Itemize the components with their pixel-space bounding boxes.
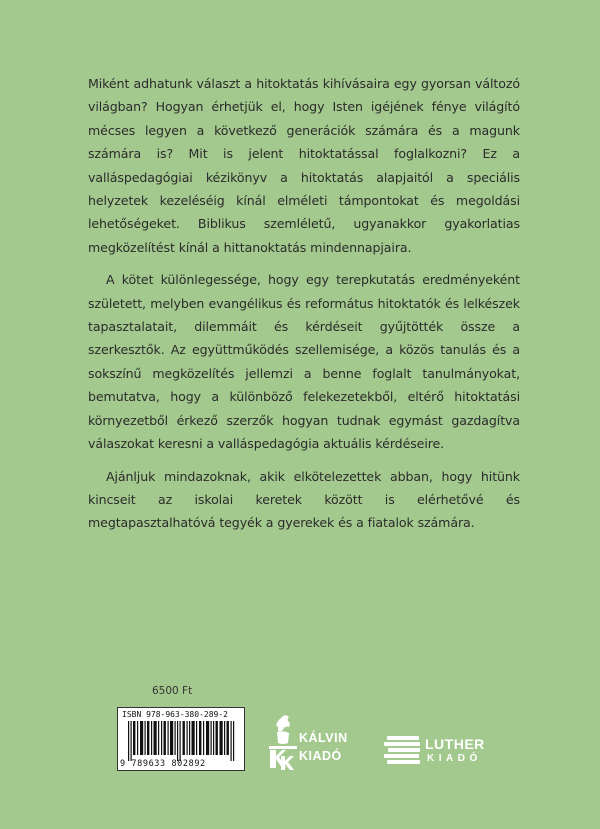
luther-kiado-logo <box>383 735 503 769</box>
back-cover-blurb <box>88 72 520 544</box>
barcode-bars-icon <box>122 721 242 761</box>
kalvin-line2: KIADÓ <box>299 749 342 763</box>
kalvin-line1: KÁLVIN <box>299 731 348 745</box>
ean-digits: 9 789633 802892 <box>120 759 206 769</box>
book-stack-icon <box>383 735 423 769</box>
kalvin-emblem-icon <box>267 712 299 770</box>
kalvin-kiado-logo <box>267 712 363 772</box>
price-label: 6500 Ft <box>152 685 193 697</box>
luther-wordmark: LUTHER <box>425 736 485 752</box>
blurb-paragraph-2: A kötet különlegessége, hogy egy terepkutatás eredményeként született, melyben evangélikus és református hitoktatók és lelkészek tapasztalatait, dilemmáit és kérdéseit gyűjtötték össze a szerkesztők. Az együttműködés szellemisége, a közös tanulás és a sokszínű megközelítés jellemzi a benne foglalt tanulmányokat, bemutatva, hogy a különböző felekezetekből, eltérő hitoktatási környezetből érkező szerzők hogyan tudnak egymást gazdagítva válaszokat keresni a valláspedagógia aktuális kérdéseire. <box>88 272 520 452</box>
isbn-barcode <box>117 707 245 771</box>
isbn-number: ISBN 978-963-380-289-2 <box>122 710 228 719</box>
blurb-paragraph-3: Ajánljuk mindazoknak, akik elkötelezettek abban, hogy hitünk kincseit az iskolai keretek között is elérhetővé és megtapasztalhatóvá tegyék a gyerekek és a fiatalok számára. <box>88 468 520 531</box>
kalvin-kiado-wordmark <box>299 729 348 765</box>
blurb-paragraph-1: Miként adhatunk választ a hitoktatás kihívásaira egy gyorsan változó világban? Hogyan érhetjük el, hogy Isten igéjének fénye világító mécses legyen a következő generációk számára és a magunk számára is? Mit is jelent hitoktatással foglalkozni? Ez a valláspedagógiai kézikönyv a hitoktatás alapjaitól a speciális helyzetek kezeléséig kínál elméleti támpontokat és megoldási lehetőségeket. Biblikus szemléletű, ugyanakkor gyakorlatias megközelítést kínál a hittanoktatás mindennapjaira. <box>88 76 520 255</box>
luther-kiado-subtitle: KIADÓ <box>427 753 482 764</box>
